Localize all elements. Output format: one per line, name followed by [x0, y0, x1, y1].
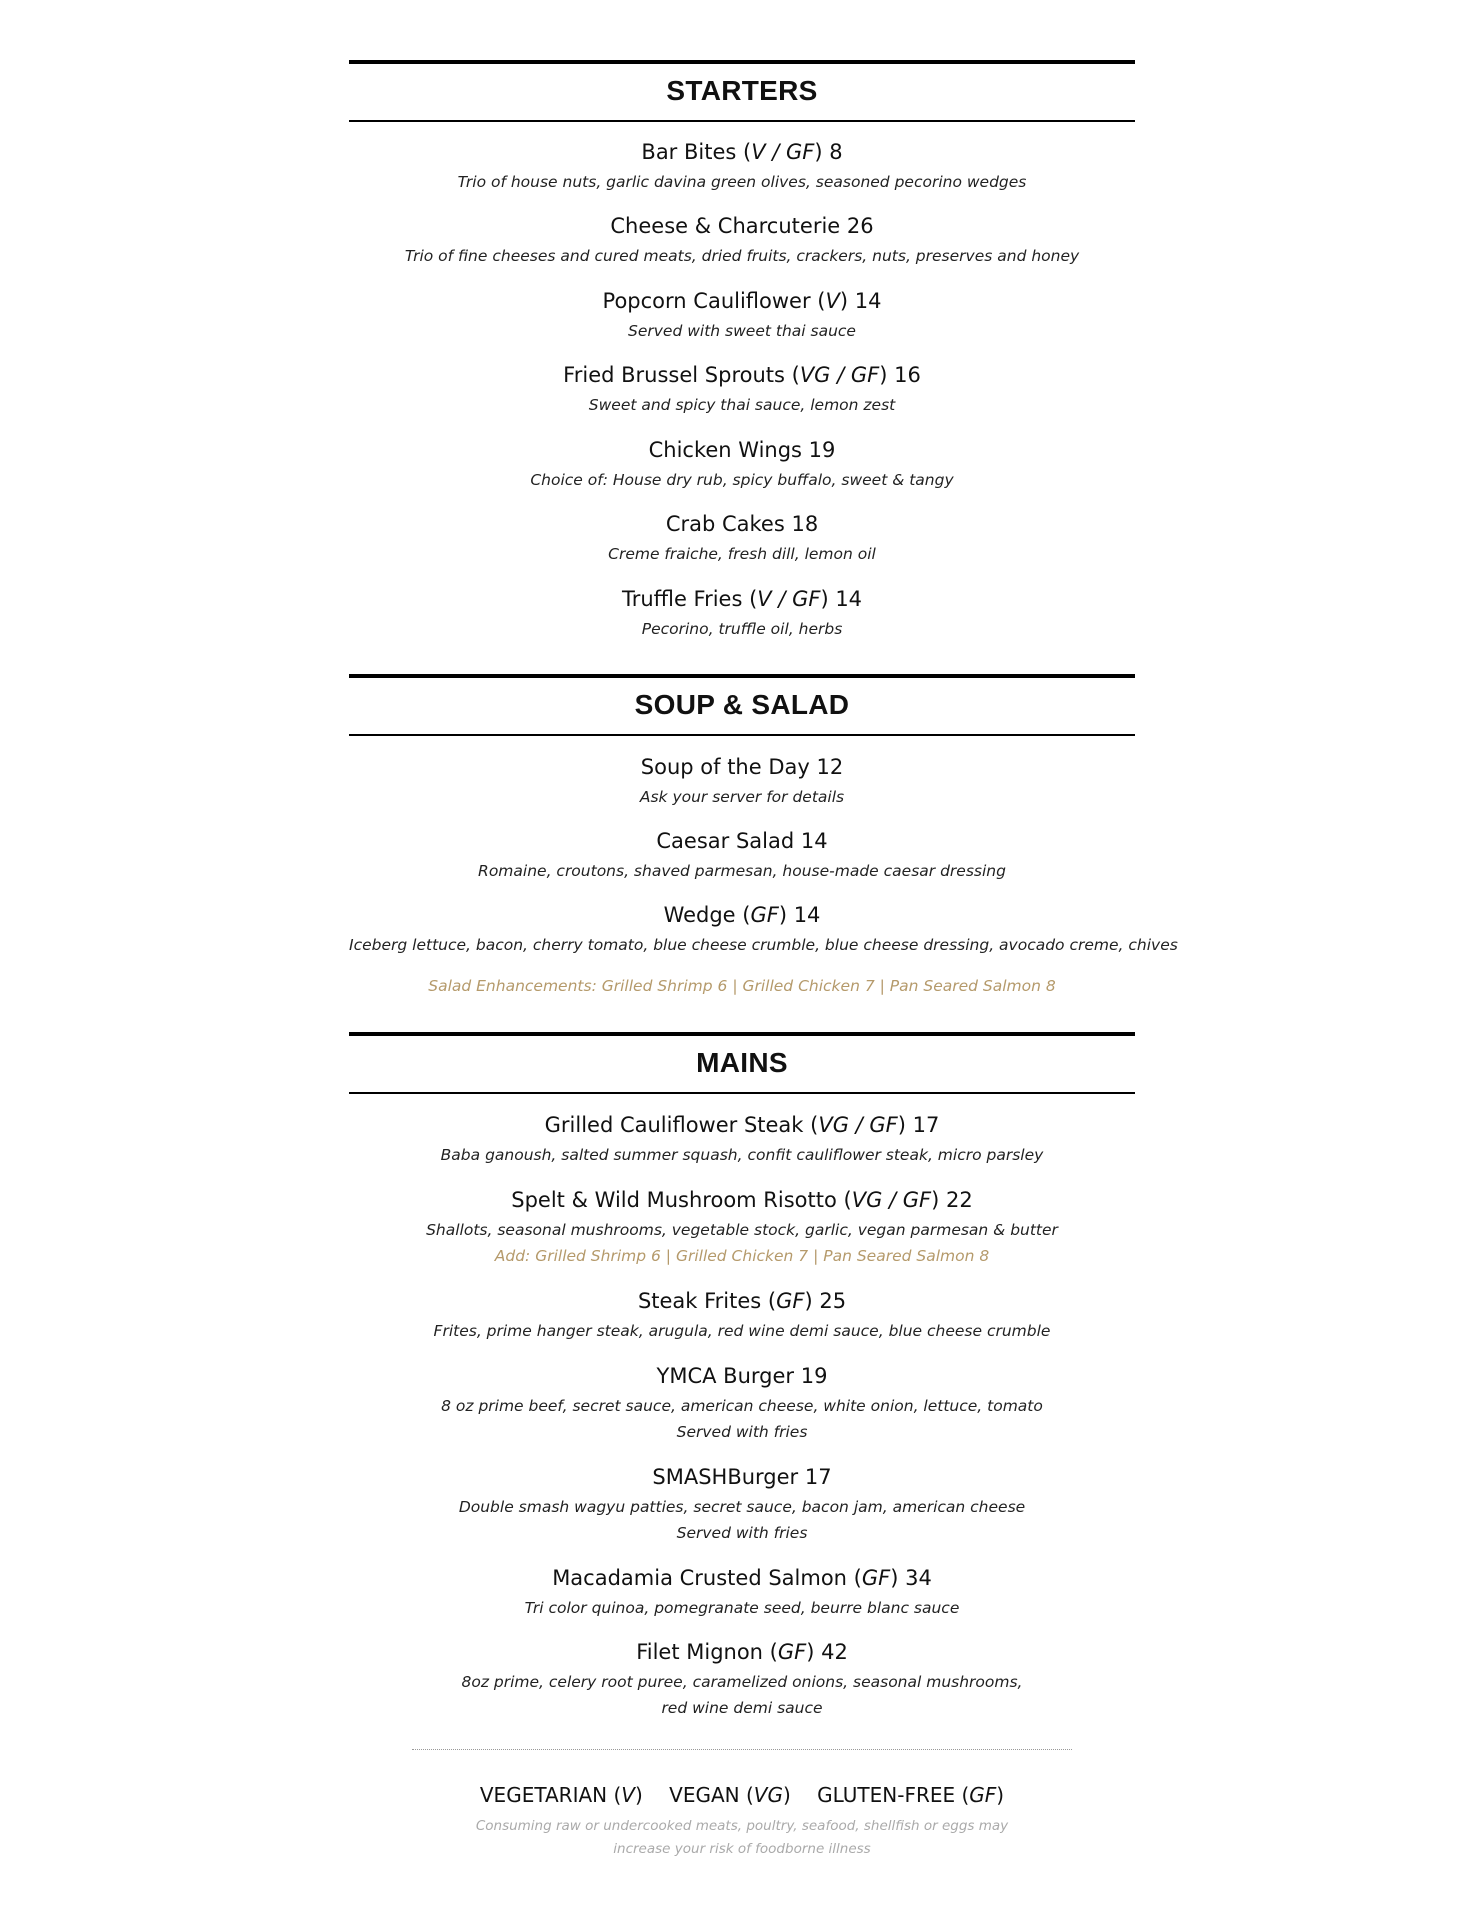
- section-rule-top: [349, 60, 1135, 64]
- menu-item-name: Popcorn Cauliflower (V) 14: [602, 289, 882, 313]
- menu-item-description: Double smash wagyu patties, secret sauce, bacon jam, american cheese: [458, 1498, 1026, 1516]
- menu-item: [349, 1465, 1135, 1546]
- menu-item-description: Creme fraiche, fresh dill, lemon oil: [608, 545, 876, 563]
- diet-tag: V: [825, 289, 840, 313]
- menu-item: [349, 1289, 1135, 1344]
- diet-tag: GF: [776, 1289, 805, 1313]
- diet-legend: [0, 1783, 1484, 1807]
- menu-item: [349, 1640, 1135, 1721]
- menu-item-name: Steak Frites (GF) 25: [637, 1289, 847, 1313]
- menu-item-description: Shallots, seasonal mushrooms, vegetable stock, garlic, vegan parmesan & butter: [426, 1221, 1058, 1239]
- diet-tag: GF: [777, 1640, 807, 1664]
- menu-item-description: Trio of fine cheeses and cured meats, dried fruits, crackers, nuts, preserves and honey: [404, 247, 1080, 265]
- menu-item: [349, 903, 1178, 958]
- food-safety-disclaimer: [0, 1815, 1484, 1861]
- section-rule-bottom: [349, 120, 1135, 122]
- menu-item-name: Soup of the Day 12: [640, 755, 844, 779]
- legend-vegetarian: VEGETARIAN (V): [479, 1783, 643, 1807]
- menu-item-name: YMCA Burger 19: [656, 1364, 828, 1388]
- section-soup-salad: [349, 674, 1135, 720]
- menu-item-description: Frites, prime hanger steak, arugula, red wine demi sauce, blue cheese crumble: [433, 1322, 1051, 1340]
- section-rule-bottom: [349, 734, 1135, 736]
- section-starters: [349, 60, 1135, 106]
- diet-tag: VG / GF: [799, 363, 880, 387]
- disclaimer-line: Consuming raw or undercooked meats, poultry, seafood, shellfish or eggs may: [475, 1818, 1009, 1834]
- legend-vegan: VEGAN (VG): [669, 1783, 791, 1807]
- section-title: STARTERS: [666, 75, 818, 106]
- menu-item-name: Fried Brussel Sprouts (VG / GF) 16: [563, 363, 921, 387]
- menu-item-addon: Add: Grilled Shrimp 6 | Grilled Chicken 7 | Pan Seared Salmon 8: [494, 1247, 990, 1265]
- diet-tag: VG / GF: [851, 1188, 932, 1212]
- menu-item-name: Grilled Cauliflower Steak (VG / GF) 17: [544, 1113, 940, 1137]
- menu-item-name: Filet Mignon (GF) 42: [636, 1640, 848, 1664]
- menu-item-description: Baba ganoush, salted summer squash, confit cauliflower steak, micro parsley: [440, 1146, 1044, 1164]
- menu-item-name: Truffle Fries (V / GF) 14: [621, 587, 863, 611]
- menu-item-description: Tri color quinoa, pomegranate seed, beurre blanc sauce: [524, 1599, 960, 1617]
- diet-tag: GF: [750, 903, 779, 927]
- menu-item-description: Trio of house nuts, garlic davina green olives, seasoned pecorino wedges: [457, 173, 1027, 191]
- menu-item-description: Served with fries: [676, 1524, 808, 1542]
- menu-item: [349, 140, 1135, 195]
- footer-divider: [412, 1749, 1072, 1750]
- menu-item: [349, 829, 1135, 884]
- menu-item-name: Chicken Wings 19: [648, 438, 836, 462]
- diet-tag: V / GF: [751, 140, 815, 164]
- section-title: MAINS: [696, 1047, 788, 1078]
- menu-item-description: red wine demi sauce: [661, 1699, 823, 1717]
- menu-item: [349, 1113, 1135, 1168]
- menu-item-name: SMASHBurger 17: [652, 1465, 832, 1489]
- menu-item-description: Choice of: House dry rub, spicy buffalo, sweet & tangy: [530, 471, 954, 489]
- section-rule-top: [349, 674, 1135, 678]
- menu-item: [349, 512, 1135, 567]
- menu-item-name: Spelt & Wild Mushroom Risotto (VG / GF) 22: [511, 1188, 973, 1212]
- menu-item: [349, 438, 1135, 493]
- menu-item-description: Sweet and spicy thai sauce, lemon zest: [588, 396, 896, 414]
- menu-item: [349, 214, 1135, 269]
- menu-item-name: Caesar Salad 14: [656, 829, 828, 853]
- menu-item-name: Crab Cakes 18: [665, 512, 819, 536]
- disclaimer-line: increase your risk of foodborne illness: [613, 1841, 871, 1857]
- menu-item-description: Served with fries: [676, 1423, 808, 1441]
- menu-item-description: Ask your server for details: [639, 788, 845, 806]
- menu-item-description: 8 oz prime beef, secret sauce, american cheese, white onion, lettuce, tomato: [441, 1397, 1043, 1415]
- menu-item-name: Bar Bites (V / GF) 8: [641, 140, 843, 164]
- menu-item: [349, 1364, 1135, 1445]
- section-rule-top: [349, 1032, 1135, 1036]
- menu-item-description: Served with sweet thai sauce: [628, 322, 856, 340]
- menu-item-name: Cheese & Charcuterie 26: [610, 214, 874, 238]
- legend-gluten-free: GLUTEN-FREE (GF): [817, 1783, 1005, 1807]
- menu-item: [349, 755, 1135, 810]
- menu-item-name: Wedge (GF) 14: [663, 903, 821, 927]
- menu-item: [349, 1188, 1135, 1269]
- menu-item-description: Romaine, croutons, shaved parmesan, house-made caesar dressing: [478, 862, 1006, 880]
- menu-item-name: Macadamia Crusted Salmon (GF) 34: [552, 1566, 932, 1590]
- menu-item-description: 8oz prime, celery root puree, caramelized onions, seasonal mushrooms,: [461, 1673, 1023, 1691]
- section-title: SOUP & SALAD: [634, 689, 850, 720]
- diet-tag: V / GF: [757, 587, 821, 611]
- menu-item-description: Pecorino, truffle oil, herbs: [641, 620, 843, 638]
- section-mains: [349, 1032, 1135, 1078]
- menu-item: [349, 363, 1135, 418]
- menu-item: [349, 587, 1135, 642]
- salad-enhancements: Salad Enhancements: Grilled Shrimp 6 | Grilled Chicken 7 | Pan Seared Salmon 8: [428, 977, 1056, 995]
- menu-item: [349, 289, 1135, 344]
- menu-item-description: Iceberg lettuce, bacon, cherry tomato, blue cheese crumble, blue cheese dressing, avocado creme, chives: [349, 936, 1178, 954]
- diet-tag: GF: [861, 1566, 891, 1590]
- menu-item: [349, 1566, 1135, 1621]
- section-rule-bottom: [349, 1092, 1135, 1094]
- diet-tag: VG / GF: [818, 1113, 898, 1137]
